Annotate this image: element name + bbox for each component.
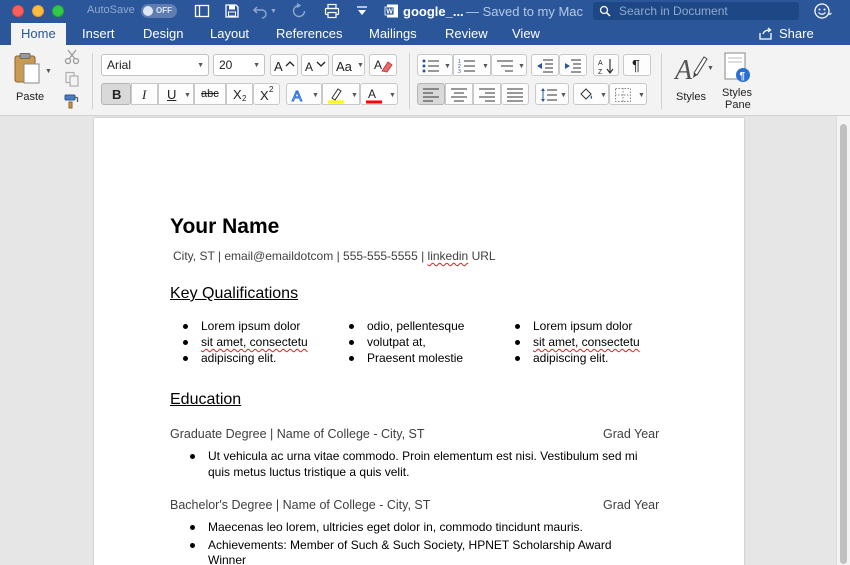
styles-icon (674, 51, 710, 85)
chevron-down-icon: ▼ (357, 62, 364, 69)
scrollbar-thumb[interactable] (840, 124, 847, 564)
svg-text:¶: ¶ (739, 71, 746, 82)
bullet-icon (349, 324, 354, 329)
list-item: Achievements: Member of Such & Such Society, HPNET Scholarship Award (208, 538, 612, 552)
copy-icon[interactable] (64, 71, 80, 87)
tab-mailings[interactable]: Mailings (369, 26, 417, 41)
bullet-icon (349, 356, 354, 361)
chevron-down-icon: ▼ (184, 92, 191, 99)
list-item: volutpat at, (367, 335, 426, 349)
tab-insert[interactable]: Insert (82, 26, 115, 41)
tab-layout[interactable]: Layout (210, 26, 250, 41)
align-left-icon (423, 88, 439, 102)
list-item (533, 335, 640, 349)
list-item: Lorem ipsum dolor (533, 319, 633, 333)
tab-view[interactable]: View (512, 26, 540, 41)
list-item: Maecenas leo lorem, ultricies eget dolor in, commodo tincidunt mauris. (208, 520, 583, 534)
list-item-text: sit amet, consectetu (533, 335, 640, 349)
ribbon-tab-bar (0, 22, 850, 45)
bullet-icon (190, 525, 195, 530)
autosave-knob (143, 6, 153, 16)
undo-dropdown-icon[interactable]: ▼ (270, 8, 277, 15)
borders-icon (615, 88, 631, 102)
linkedin-word: linkedin (427, 249, 469, 263)
numbered-list-icon (458, 58, 476, 74)
sort-button[interactable] (593, 54, 619, 76)
italic-label: I (142, 87, 147, 102)
styles-pane-button[interactable] (718, 51, 758, 113)
chevron-down-icon: ▼ (560, 92, 567, 99)
document-name: google_... (403, 4, 464, 19)
list-item-text: sit amet, consectetu (201, 335, 308, 349)
text-effects-icon (291, 87, 307, 103)
autosave-label: AutoSave (87, 4, 135, 16)
paste-clipboard-icon (12, 52, 42, 86)
customize-toolbar-icon[interactable] (354, 3, 370, 19)
chevron-down-icon: ▼ (351, 92, 358, 99)
chevron-down-icon: ▼ (312, 92, 319, 99)
styles-pane-label-line2: Pane (725, 99, 751, 111)
paste-label: Paste (16, 91, 45, 103)
clear-formatting-button[interactable] (369, 54, 397, 76)
contact-url-suffix: URL (468, 249, 496, 263)
svg-text:Aa: Aa (336, 59, 352, 73)
list-item: odio, pellentesque (367, 319, 465, 333)
shrink-font-button[interactable] (301, 54, 329, 76)
ribbon-separator (409, 53, 410, 109)
align-left-button[interactable] (417, 83, 445, 105)
svg-text:3: 3 (458, 69, 461, 74)
bullet-icon (183, 356, 188, 361)
line-spacing-button[interactable] (535, 83, 569, 105)
svg-text:1: 1 (458, 59, 461, 65)
search-document-input[interactable] (593, 2, 799, 20)
superscript-label: X (260, 88, 269, 103)
sidebar-toggle-icon[interactable] (194, 3, 210, 19)
chevron-down-icon: ▼ (444, 63, 451, 70)
format-painter-icon[interactable] (64, 93, 80, 109)
degree-line: Graduate Degree | Name of College - City, ST (170, 427, 425, 441)
font-color-button[interactable] (360, 83, 398, 105)
ribbon-separator (92, 53, 93, 109)
paste-button[interactable] (10, 50, 52, 103)
justify-button[interactable] (501, 83, 529, 105)
chevron-down-icon: ▼ (518, 63, 525, 70)
svg-text:W: W (386, 8, 393, 16)
svg-text:A: A (368, 87, 377, 101)
styles-label: Styles (676, 91, 706, 103)
chevron-down-icon: ▼ (482, 63, 489, 70)
bullet-icon (183, 340, 188, 345)
list-item (201, 335, 308, 349)
document-save-status: — Saved to my Mac (466, 4, 584, 19)
ribbon-separator (661, 53, 662, 109)
svg-text:A: A (274, 59, 283, 73)
align-center-icon (451, 88, 467, 102)
list-item: adipiscing elit. (533, 351, 609, 365)
svg-text:A: A (305, 60, 314, 73)
text-effects-button[interactable] (286, 83, 322, 105)
show-formatting-button[interactable] (623, 54, 651, 76)
undo-icon[interactable] (252, 3, 268, 19)
list-item: Praesent molestie (367, 351, 464, 365)
print-icon[interactable] (324, 3, 340, 19)
chevron-down-icon: ▼ (253, 62, 260, 69)
autosave-toggle[interactable] (141, 4, 177, 18)
align-center-button[interactable] (445, 83, 473, 105)
subscript-label: X (233, 87, 242, 102)
superscript-button[interactable] (253, 83, 280, 105)
highlighter-icon (327, 86, 345, 104)
grad-year: Grad Year (603, 427, 660, 441)
bullet-icon (190, 454, 195, 459)
cut-icon[interactable] (64, 49, 80, 65)
underline-label: U (167, 87, 177, 102)
font-name-value: Arial (107, 58, 132, 72)
svg-text:A: A (292, 88, 303, 103)
word-doc-icon (384, 3, 400, 19)
shrink-font-icon (305, 58, 327, 73)
bullets-button[interactable] (417, 54, 453, 76)
decrease-indent-button[interactable] (531, 54, 559, 76)
svg-text:Z: Z (598, 69, 603, 75)
underline-button[interactable] (158, 83, 194, 105)
bullet-icon (515, 356, 520, 361)
tab-review[interactable]: Review (445, 26, 488, 41)
sort-icon (598, 57, 616, 75)
contact-line (173, 249, 496, 263)
strikethrough-label: abc (201, 88, 219, 100)
chevron-down-icon: ▼ (389, 92, 396, 99)
font-size-select[interactable] (213, 54, 265, 76)
bullet-icon (515, 324, 520, 329)
decrease-indent-icon (536, 58, 554, 74)
increase-indent-button[interactable] (559, 54, 587, 76)
italic-button[interactable] (131, 83, 158, 105)
share-label: Share (779, 26, 814, 41)
superscript-mark: 2 (269, 85, 274, 94)
justify-icon (507, 88, 523, 102)
increase-indent-icon (564, 58, 582, 74)
vertical-scrollbar[interactable] (836, 116, 850, 565)
bullet-icon (183, 324, 188, 329)
home-ribbon (0, 45, 850, 116)
share-icon (759, 27, 773, 40)
svg-text:A: A (675, 55, 693, 85)
multilevel-list-icon (496, 58, 514, 74)
svg-text:2: 2 (458, 64, 461, 70)
chevron-down-icon: ▼ (707, 65, 714, 72)
font-size-value: 20 (219, 58, 233, 72)
minimize-window-button[interactable] (32, 5, 44, 17)
pilcrow-icon: ¶ (632, 57, 641, 74)
align-right-icon (479, 88, 495, 102)
feedback-smiley-icon[interactable] (814, 2, 832, 20)
paint-bucket-icon (578, 86, 596, 104)
resume-name: Your Name (170, 215, 280, 238)
search-icon (599, 5, 611, 17)
chevron-down-icon: ▼ (197, 62, 204, 69)
contact-info: City, ST | email@emaildotcom | 555-555-5555 | (173, 249, 428, 263)
svg-text:A: A (374, 58, 383, 72)
save-icon[interactable] (224, 3, 240, 19)
search-placeholder: Search in Document (619, 4, 728, 18)
qualifications-heading: Key Qualifications (170, 285, 299, 302)
multilevel-list-button[interactable] (491, 54, 527, 76)
paste-dropdown-icon[interactable]: ▼ (45, 68, 52, 75)
svg-text:A: A (598, 60, 603, 67)
tab-references[interactable]: References (276, 26, 343, 41)
bullet-icon (515, 340, 520, 345)
align-right-button[interactable] (473, 83, 501, 105)
education-heading: Education (170, 391, 242, 408)
list-item: Lorem ipsum dolor (201, 319, 301, 333)
maximize-window-button[interactable] (52, 5, 64, 17)
change-case-icon (336, 58, 356, 73)
change-case-button[interactable] (332, 54, 365, 76)
styles-button[interactable] (670, 51, 716, 109)
styles-pane-icon (724, 51, 752, 85)
list-item-continuation: quis metus luctus tristique a quis velit. (208, 465, 410, 479)
chevron-down-icon: ▼ (638, 92, 645, 99)
styles-pane-label: Styles (722, 87, 752, 99)
chevron-down-icon: ▼ (600, 92, 607, 99)
tab-design[interactable]: Design (143, 26, 184, 41)
bold-label: B (112, 87, 122, 102)
title-bar (0, 0, 850, 22)
eraser-icon (374, 57, 394, 74)
strikethrough-button[interactable] (194, 83, 226, 105)
numbering-button[interactable] (453, 54, 491, 76)
grad-year: Grad Year (603, 498, 660, 512)
bullet-icon (349, 340, 354, 345)
line-spacing-icon (540, 87, 558, 103)
highlight-color-button[interactable] (322, 83, 360, 105)
autosave-state: OFF (156, 6, 172, 15)
bold-button[interactable] (101, 83, 131, 105)
list-item: adipiscing elit. (201, 351, 277, 365)
font-color-icon (365, 86, 383, 104)
list-item: Ut vehicula ac urna vitae commodo. Proin elementum est nisi. Vestibulum sed mi (208, 449, 638, 463)
grow-font-icon (274, 58, 296, 73)
list-item-continuation: Winner (208, 553, 247, 565)
font-name-select[interactable] (101, 54, 209, 76)
borders-button[interactable] (609, 83, 647, 105)
grow-font-button[interactable] (270, 54, 298, 76)
degree-line: Bachelor's Degree | Name of College - City, ST (170, 498, 431, 512)
close-window-button[interactable] (12, 5, 24, 17)
shading-button[interactable] (573, 83, 609, 105)
document-page[interactable] (94, 118, 744, 565)
subscript-mark: 2 (242, 94, 247, 103)
bullet-list-icon (422, 58, 440, 74)
redo-icon[interactable] (291, 3, 307, 19)
bullet-icon (190, 543, 195, 548)
tab-home[interactable]: Home (11, 23, 66, 45)
subscript-button[interactable] (226, 83, 253, 105)
